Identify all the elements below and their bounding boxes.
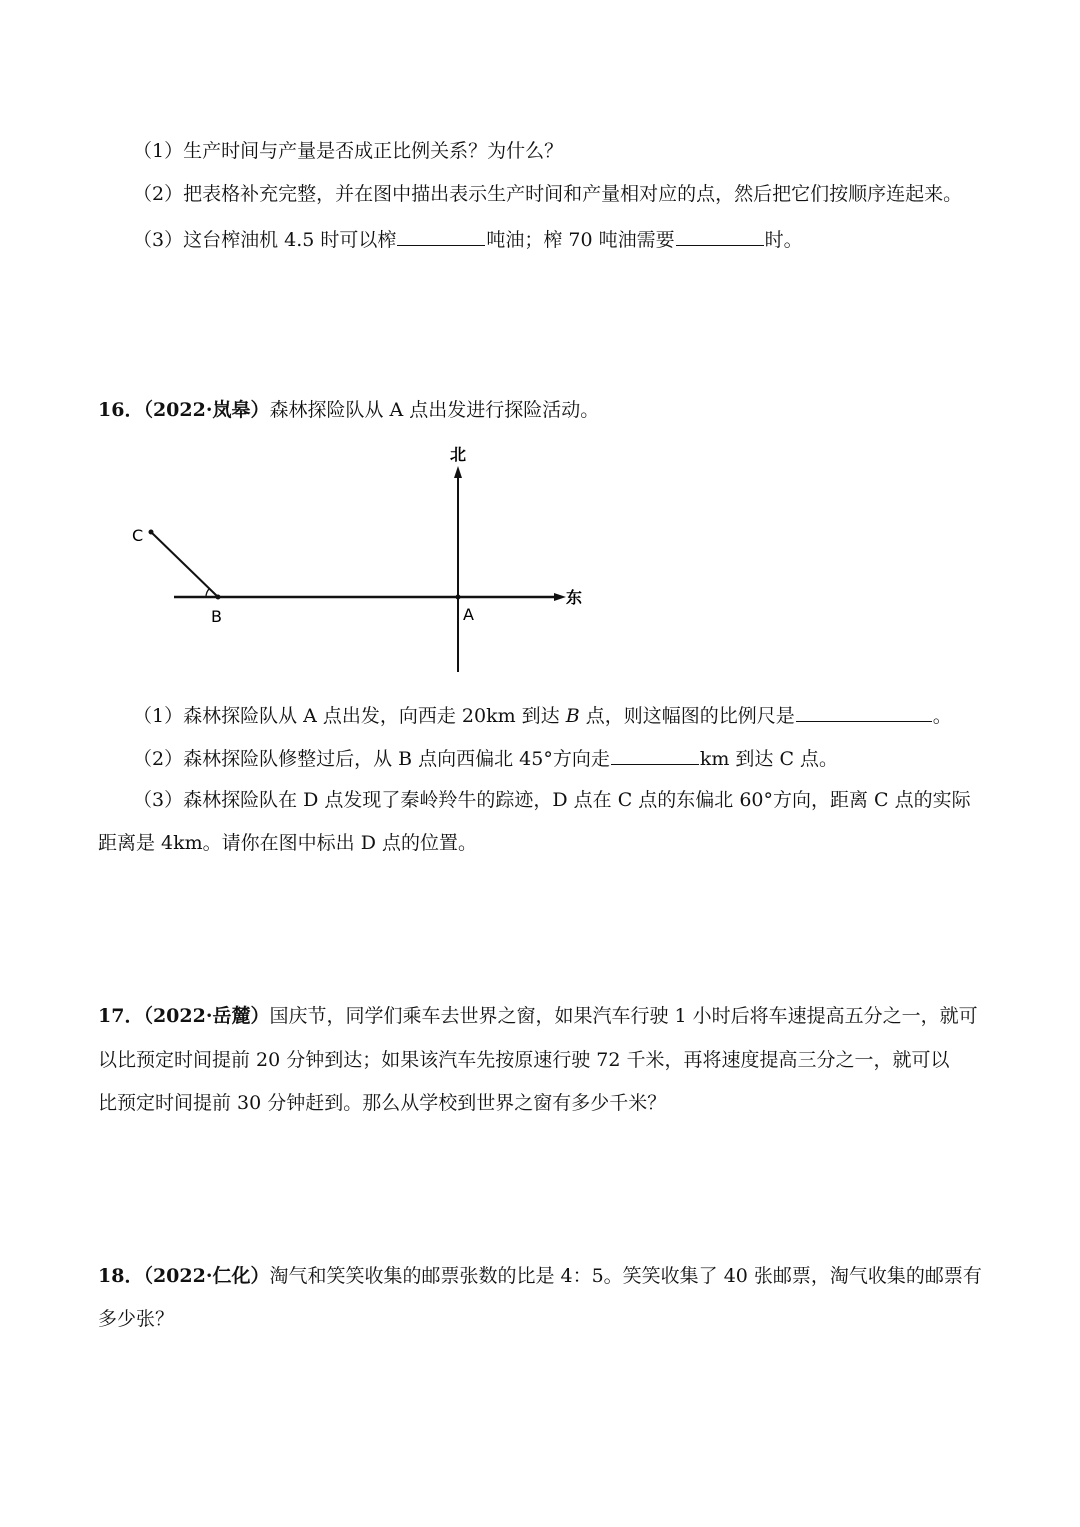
direction-diagram [110,440,600,680]
q16-part1-text-a: （1）森林探险队从 A 点出发，向西走 20km 到达 [133,705,566,727]
q16-stem [98,397,599,423]
q16-part1-point-b: B [565,705,580,727]
q16-part3-line1: （3）森林探险队在 D 点发现了秦岭羚牛的踪迹，D 点在 C 点的东偏北 60°方向，距离 C 点的实际 [133,789,971,811]
segment-bc [151,532,218,597]
north-label: 北 [450,445,467,464]
q18-line1-text: 淘气和笑笑收集的邮票张数的比是 4：5。笑笑收集了 40 张邮票，淘气收集的邮票有 [269,1265,982,1287]
q18-number: 18． [98,1265,144,1287]
q18-line2: 多少张？ [98,1308,175,1330]
east-arrowhead [554,593,566,601]
q15-part3-text-b: 吨油；榨 70 吨油需要 [486,229,675,251]
q16-number: 16． [98,399,144,421]
q17-line2: 以比预定时间提前 20 分钟到达；如果该汽车先按原速行驶 72 千米，再将速度提高三分之一，就可以 [98,1049,950,1071]
north-arrowhead [454,466,462,478]
label-a: A [463,605,474,624]
point-c [149,530,154,535]
q15-part3-text-c: 时。 [764,229,803,251]
q16-blank-distance[interactable] [611,744,699,765]
q16-stem-text: 森林探险队从 A 点出发进行探险活动。 [269,399,600,421]
q17-source: （2022·岳麓） [143,1005,270,1027]
q16-part1-text-c: 点，则这幅图的比例尺是 [579,705,795,727]
q16-part1 [133,701,952,729]
q16-blank-scale[interactable] [796,701,932,722]
q15-blank-hours[interactable] [676,225,764,246]
label-c: C [132,526,144,545]
q15-blank-oil-tons[interactable] [397,225,485,246]
q16-part3-line2: 距离是 4km。请你在图中标出 D 点的位置。 [98,832,477,854]
q18-source: （2022·仁化） [143,1265,270,1287]
point-a [456,595,461,600]
q17-line1-text: 国庆节，同学们乘车去世界之窗，如果汽车行驶 1 小时后将车速提高五分之一，就可 [269,1005,978,1027]
q18-line1 [98,1263,982,1289]
angle-mark [206,589,210,598]
east-label: 东 [566,588,583,607]
q15-part3-text-a: （3）这台榨油机 4.5 时可以榨 [133,229,397,251]
q16-part2-text-a: （2）森林探险队修整过后，从 B 点向西偏北 45°方向走 [133,748,610,770]
q15-part1: （1）生产时间与产量是否成正比例关系？为什么？ [133,140,564,162]
q17-number: 17． [98,1005,144,1027]
q15-part2: （2）把表格补充完整，并在图中描出表示生产时间和产量相对应的点，然后把它们按顺序连起来。 [133,183,963,205]
q17-line1 [98,1003,978,1029]
q16-part1-text-d: 。 [932,705,952,727]
q16-source: （2022·岚皋） [143,399,270,421]
q17-line3: 比预定时间提前 30 分钟赶到。那么从学校到世界之窗有多少千米？ [98,1092,667,1114]
label-b: B [211,607,222,626]
q16-part2-text-b: km 到达 C 点。 [699,748,839,770]
q16-part2 [133,744,838,772]
q15-part3 [133,225,803,253]
